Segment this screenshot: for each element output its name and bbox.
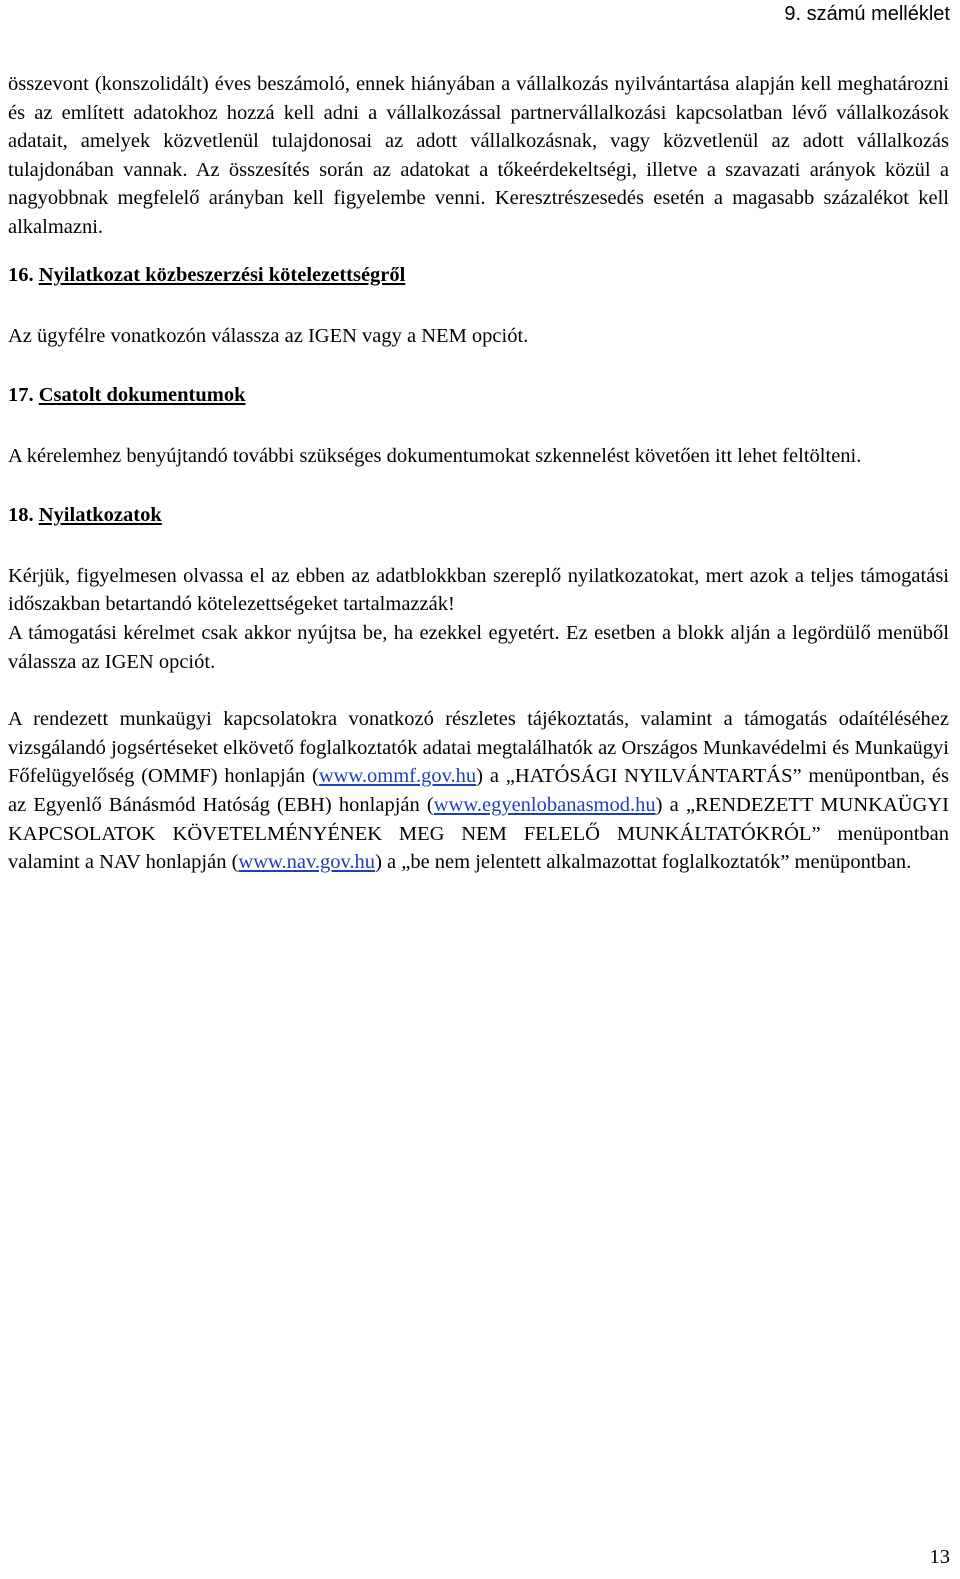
annex-label: 9. számú melléklet	[784, 3, 950, 25]
section-16-number: 16.	[8, 263, 34, 286]
info-text-part-4: ) a „be nem jelentett alkalmazottat foglalkoztatók” menüpontban.	[375, 851, 912, 874]
info-text-part-1: A rendezett munkaügyi kapcsolatokra vonatkozó részletes tájékoztatás, valamint a támogatás odaítéléséhez vizsgálandó jogsértéseket elkövető foglalkoztatók adatai megtalálhatók az Országos Munkavédelmi és Munkaügyi Főfelügyelőség (OMMF) honlapján (	[8, 708, 949, 788]
ebh-link[interactable]: www.egyenlobanasmod.hu	[433, 793, 656, 816]
section-18-notice: Kérjük, figyelmesen olvassa el az ebben az adatblokkban szereplő nyilatkozatokat, mert azok a teljes támogatási időszakban betartandó kötelezettségeket tartalmazzák!	[8, 564, 949, 616]
section-17-heading	[8, 381, 949, 409]
section-18-info-paragraph	[8, 705, 949, 877]
info-text-part-2: ) a „HATÓSÁGI NYILVÁNTARTÁS” menüpontban, és az Egyenlő Bánásmód Hatóság (EBH) honlapján (	[8, 765, 950, 816]
section-18-number: 18.	[8, 503, 34, 526]
section-17-body: A kérelemhez benyújtandó további szükséges dokumentumokat szkennelést követően itt lehet feltölteni.	[8, 445, 862, 468]
section-18-heading	[8, 501, 949, 529]
section-18-instruction: A támogatási kérelmet csak akkor nyújtsa be, ha ezekkel egyetért. Ez esetben a blokk alján a legördülő menüből válassza az IGEN opciót.	[8, 621, 949, 673]
section-16-heading	[8, 261, 949, 289]
document-body	[8, 70, 949, 877]
page-number: 13	[929, 1546, 950, 1568]
section-18-title: Nyilatkozatok	[38, 503, 162, 526]
info-text-part-3: ) a „RENDEZETT MUNKAÜGYI KAPCSOLATOK KÖVETELMÉNYÉNEK MEG NEM FELELŐ MUNKÁLTATÓKRÓL” menüpontban valamint a NAV honlapján (	[8, 793, 949, 874]
nav-link[interactable]: www.nav.gov.hu	[238, 851, 376, 874]
section-16-body: Az ügyfélre vonatkozón válassza az IGEN vagy a NEM opciót.	[8, 324, 529, 347]
ommf-link[interactable]: www.ommf.gov.hu	[318, 765, 477, 788]
section-17-title: Csatolt dokumentumok	[38, 384, 246, 407]
intro-paragraph: összevont (konszolidált) éves beszámoló, ennek hiányában a vállalkozás nyilvántartása alapján kell meghatározni és az említett adatokhoz hozzá kell adni a vállalkozással partnervállalkozási kapcsolatban lévő vállalkozások adatait, amelyek közvetlenül tulajdonosai az adott vállalkozásnak, vagy közvetlenül az adott vállalkozás tulajdonában vannak. Az összesítés során az adatokat a tőkeérdekeltségi, illetve a szavazati arányok közül a nagyobbnak megfelelő arányban kell figyelembe venni. Keresztrészesedés esetén a magasabb százalékot kell alkalmazni.	[8, 73, 949, 238]
section-17-number: 17.	[8, 384, 34, 407]
section-16-title: Nyilatkozat közbeszerzési kötelezettségről	[38, 263, 406, 286]
